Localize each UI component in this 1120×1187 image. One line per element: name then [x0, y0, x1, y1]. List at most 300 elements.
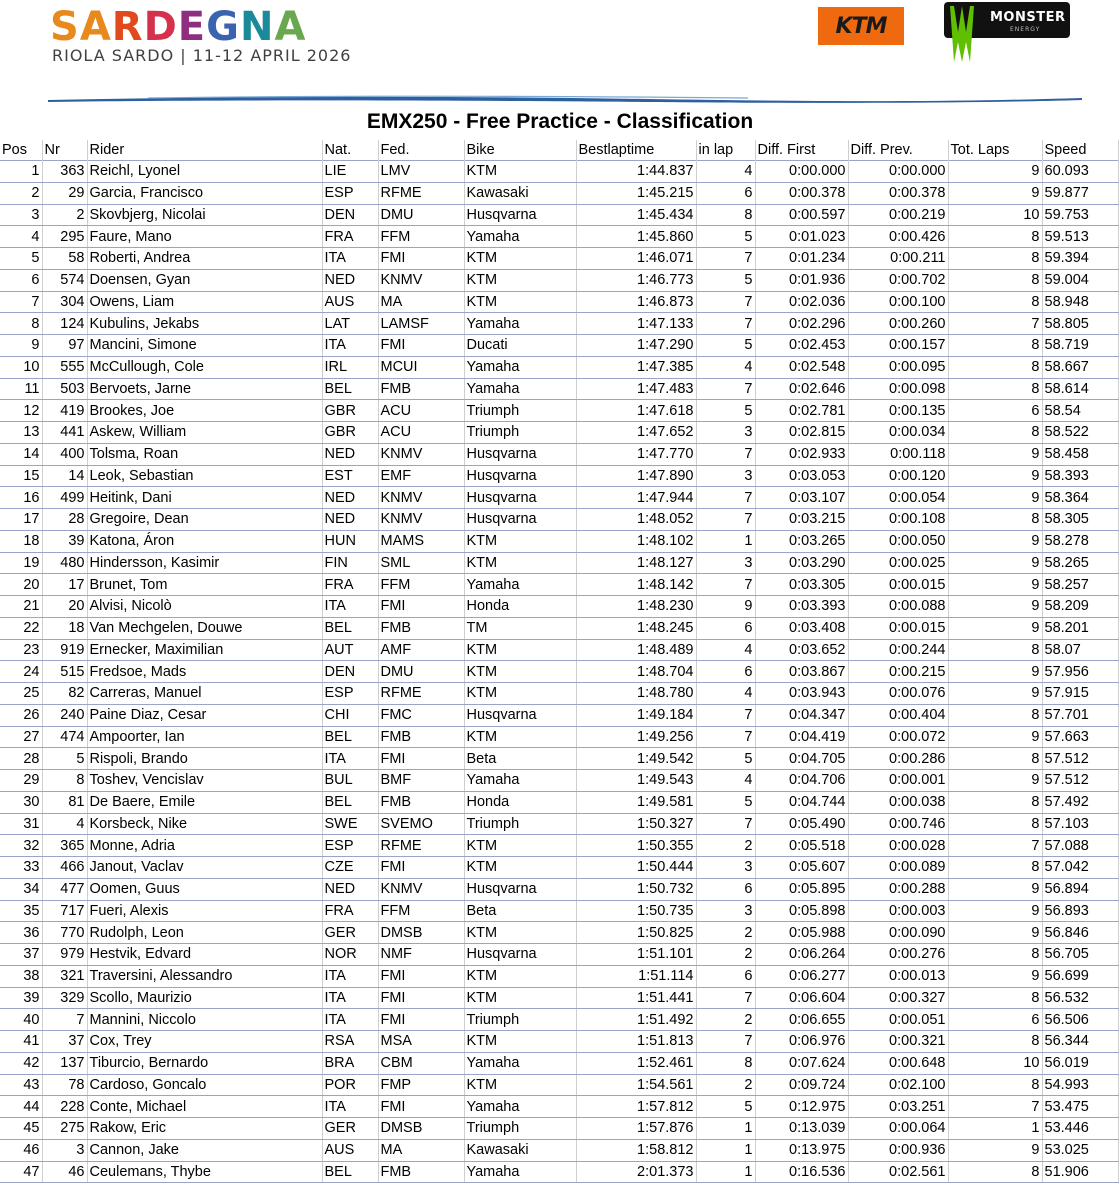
cell-nr: 4	[42, 813, 87, 835]
event-title-letter: S	[50, 4, 80, 50]
cell-nr: 81	[42, 791, 87, 813]
cell-bestlaptime: 1:50.735	[576, 900, 696, 922]
cell-diff-first: 0:02.646	[755, 378, 848, 400]
cell-fed: MAMS	[378, 530, 464, 552]
cell-nr: 574	[42, 269, 87, 291]
cell-bestlaptime: 1:51.441	[576, 987, 696, 1009]
cell-fed: DMU	[378, 661, 464, 683]
cell-diff-first: 0:05.898	[755, 900, 848, 922]
event-title-letter: A	[274, 4, 307, 50]
table-row	[0, 617, 1118, 639]
cell-diff-first: 0:07.624	[755, 1052, 848, 1074]
cell-bestlaptime: 1:47.385	[576, 356, 696, 378]
ktm-logo	[818, 7, 904, 45]
cell-fed: FMI	[378, 987, 464, 1009]
cell-rider: Paine Diaz, Cesar	[87, 704, 322, 726]
cell-nr: 365	[42, 835, 87, 857]
cell-rider: Gregoire, Dean	[87, 509, 322, 531]
cell-in-lap: 3	[696, 422, 755, 444]
cell-speed: 56.532	[1042, 987, 1118, 1009]
cell-diff-first: 0:02.453	[755, 335, 848, 357]
cell-fed: FMI	[378, 596, 464, 618]
cell-nat: NED	[322, 269, 378, 291]
column-header-speed: Speed	[1042, 140, 1118, 161]
cell-rider: Reichl, Lyonel	[87, 161, 322, 183]
cell-speed: 57.956	[1042, 661, 1118, 683]
cell-rider: Tiburcio, Bernardo	[87, 1052, 322, 1074]
cell-pos: 26	[0, 704, 42, 726]
cell-bike: Husqvarna	[464, 704, 576, 726]
cell-speed: 58.948	[1042, 291, 1118, 313]
cell-pos: 38	[0, 965, 42, 987]
classification-table	[0, 140, 1119, 1183]
cell-nr: 137	[42, 1052, 87, 1074]
cell-in-lap: 6	[696, 965, 755, 987]
cell-speed: 59.513	[1042, 226, 1118, 248]
table-row	[0, 356, 1118, 378]
table-row	[0, 661, 1118, 683]
cell-in-lap: 1	[696, 1139, 755, 1161]
table-row	[0, 1118, 1118, 1140]
column-header-diff-first: Diff. First	[755, 140, 848, 161]
cell-tot-laps: 8	[948, 748, 1042, 770]
cell-bike: Husqvarna	[464, 944, 576, 966]
cell-rider: Brunet, Tom	[87, 574, 322, 596]
cell-diff-first: 0:03.053	[755, 465, 848, 487]
cell-fed: DMU	[378, 204, 464, 226]
cell-pos: 16	[0, 487, 42, 509]
table-row	[0, 487, 1118, 509]
cell-diff-first: 0:06.655	[755, 1009, 848, 1031]
table-row	[0, 443, 1118, 465]
event-title-letter: N	[239, 4, 275, 50]
cell-pos: 22	[0, 617, 42, 639]
cell-nr: 8	[42, 770, 87, 792]
cell-bestlaptime: 1:51.114	[576, 965, 696, 987]
cell-nr: 29	[42, 182, 87, 204]
cell-rider: Skovbjerg, Nicolai	[87, 204, 322, 226]
decorative-wave	[48, 94, 1082, 106]
cell-pos: 36	[0, 922, 42, 944]
cell-diff-prev: 0:00.746	[848, 813, 948, 835]
cell-pos: 24	[0, 661, 42, 683]
table-row	[0, 1074, 1118, 1096]
cell-bestlaptime: 1:49.581	[576, 791, 696, 813]
cell-nr: 919	[42, 639, 87, 661]
cell-diff-prev: 0:00.260	[848, 313, 948, 335]
cell-nr: 2	[42, 204, 87, 226]
cell-speed: 56.019	[1042, 1052, 1118, 1074]
cell-nr: 17	[42, 574, 87, 596]
cell-nat: DEN	[322, 661, 378, 683]
table-row	[0, 291, 1118, 313]
table-row	[0, 987, 1118, 1009]
cell-bestlaptime: 1:48.127	[576, 552, 696, 574]
cell-speed: 57.042	[1042, 857, 1118, 879]
table-row	[0, 1139, 1118, 1161]
cell-pos: 45	[0, 1118, 42, 1140]
cell-pos: 43	[0, 1074, 42, 1096]
cell-pos: 5	[0, 248, 42, 270]
cell-bike: KTM	[464, 161, 576, 183]
cell-in-lap: 3	[696, 552, 755, 574]
cell-pos: 29	[0, 770, 42, 792]
cell-bestlaptime: 1:46.071	[576, 248, 696, 270]
event-subtitle: RIOLA SARDO | 11-12 APRIL 2026	[52, 46, 352, 65]
cell-fed: KNMV	[378, 878, 464, 900]
cell-nr: 770	[42, 922, 87, 944]
cell-rider: Hestvik, Edvard	[87, 944, 322, 966]
table-row	[0, 226, 1118, 248]
cell-speed: 58.54	[1042, 400, 1118, 422]
cell-in-lap: 3	[696, 857, 755, 879]
cell-in-lap: 7	[696, 704, 755, 726]
cell-diff-first: 0:02.933	[755, 443, 848, 465]
cell-bike: KTM	[464, 1074, 576, 1096]
cell-rider: Fueri, Alexis	[87, 900, 322, 922]
cell-speed: 54.993	[1042, 1074, 1118, 1096]
cell-pos: 20	[0, 574, 42, 596]
cell-diff-first: 0:06.604	[755, 987, 848, 1009]
cell-bestlaptime: 1:48.704	[576, 661, 696, 683]
cell-pos: 18	[0, 530, 42, 552]
cell-speed: 58.458	[1042, 443, 1118, 465]
cell-bestlaptime: 1:49.543	[576, 770, 696, 792]
cell-pos: 9	[0, 335, 42, 357]
cell-pos: 32	[0, 835, 42, 857]
cell-diff-prev: 0:00.108	[848, 509, 948, 531]
cell-nat: CHI	[322, 704, 378, 726]
cell-diff-first: 0:06.264	[755, 944, 848, 966]
ktm-logo-text: KTM	[835, 13, 887, 39]
cell-bike: Triumph	[464, 400, 576, 422]
cell-diff-first: 0:03.215	[755, 509, 848, 531]
cell-bike: KTM	[464, 248, 576, 270]
cell-speed: 60.093	[1042, 161, 1118, 183]
cell-bestlaptime: 1:45.434	[576, 204, 696, 226]
cell-speed: 58.805	[1042, 313, 1118, 335]
table-row	[0, 683, 1118, 705]
column-header-diff-prev: Diff. Prev.	[848, 140, 948, 161]
cell-in-lap: 7	[696, 813, 755, 835]
cell-speed: 56.894	[1042, 878, 1118, 900]
cell-in-lap: 2	[696, 1074, 755, 1096]
cell-speed: 58.305	[1042, 509, 1118, 531]
cell-pos: 46	[0, 1139, 42, 1161]
cell-pos: 28	[0, 748, 42, 770]
cell-bestlaptime: 1:48.052	[576, 509, 696, 531]
cell-bestlaptime: 1:45.860	[576, 226, 696, 248]
cell-diff-first: 0:04.347	[755, 704, 848, 726]
cell-diff-prev: 0:00.054	[848, 487, 948, 509]
cell-nat: BEL	[322, 617, 378, 639]
cell-bestlaptime: 1:48.142	[576, 574, 696, 596]
cell-fed: KNMV	[378, 487, 464, 509]
cell-bike: KTM	[464, 683, 576, 705]
cell-rider: Mannini, Niccolo	[87, 1009, 322, 1031]
table-row	[0, 835, 1118, 857]
cell-bestlaptime: 1:54.561	[576, 1074, 696, 1096]
cell-speed: 57.915	[1042, 683, 1118, 705]
cell-tot-laps: 9	[948, 900, 1042, 922]
cell-diff-prev: 0:00.118	[848, 443, 948, 465]
cell-diff-prev: 0:00.088	[848, 596, 948, 618]
cell-diff-prev: 0:00.034	[848, 422, 948, 444]
cell-rider: Korsbeck, Nike	[87, 813, 322, 835]
cell-nat: NED	[322, 443, 378, 465]
cell-bestlaptime: 1:47.133	[576, 313, 696, 335]
cell-speed: 59.394	[1042, 248, 1118, 270]
cell-fed: DMSB	[378, 922, 464, 944]
table-row	[0, 509, 1118, 531]
cell-bike: Yamaha	[464, 1096, 576, 1118]
cell-rider: Owens, Liam	[87, 291, 322, 313]
table-row	[0, 378, 1118, 400]
cell-nat: ESP	[322, 182, 378, 204]
cell-speed: 59.753	[1042, 204, 1118, 226]
table-row	[0, 335, 1118, 357]
cell-bike: Husqvarna	[464, 878, 576, 900]
cell-diff-prev: 0:00.211	[848, 248, 948, 270]
cell-pos: 6	[0, 269, 42, 291]
cell-speed: 58.614	[1042, 378, 1118, 400]
cell-speed: 58.07	[1042, 639, 1118, 661]
cell-nr: 7	[42, 1009, 87, 1031]
cell-in-lap: 5	[696, 226, 755, 248]
cell-fed: FMI	[378, 857, 464, 879]
cell-tot-laps: 9	[948, 182, 1042, 204]
cell-fed: CBM	[378, 1052, 464, 1074]
event-logo-title	[50, 4, 306, 50]
cell-in-lap: 4	[696, 770, 755, 792]
cell-speed: 57.103	[1042, 813, 1118, 835]
cell-bestlaptime: 1:47.890	[576, 465, 696, 487]
table-row	[0, 791, 1118, 813]
table-row	[0, 922, 1118, 944]
cell-diff-first: 0:05.988	[755, 922, 848, 944]
cell-tot-laps: 9	[948, 1139, 1042, 1161]
cell-diff-prev: 0:00.089	[848, 857, 948, 879]
cell-in-lap: 7	[696, 443, 755, 465]
cell-in-lap: 4	[696, 683, 755, 705]
cell-diff-prev: 0:00.702	[848, 269, 948, 291]
cell-nat: BEL	[322, 791, 378, 813]
cell-rider: Ampoorter, Ian	[87, 726, 322, 748]
cell-fed: AMF	[378, 639, 464, 661]
cell-nr: 20	[42, 596, 87, 618]
cell-rider: Garcia, Francisco	[87, 182, 322, 204]
cell-bestlaptime: 1:48.230	[576, 596, 696, 618]
cell-diff-first: 0:06.976	[755, 1031, 848, 1053]
cell-diff-prev: 0:02.561	[848, 1161, 948, 1183]
cell-nr: 499	[42, 487, 87, 509]
cell-diff-prev: 0:00.321	[848, 1031, 948, 1053]
cell-in-lap: 7	[696, 1031, 755, 1053]
cell-diff-prev: 0:00.426	[848, 226, 948, 248]
cell-in-lap: 5	[696, 335, 755, 357]
cell-diff-first: 0:06.277	[755, 965, 848, 987]
cell-speed: 57.701	[1042, 704, 1118, 726]
table-row	[0, 726, 1118, 748]
cell-bike: Ducati	[464, 335, 576, 357]
cell-nat: LAT	[322, 313, 378, 335]
cell-bike: Yamaha	[464, 226, 576, 248]
table-row	[0, 596, 1118, 618]
cell-bike: KTM	[464, 291, 576, 313]
cell-rider: Cardoso, Goncalo	[87, 1074, 322, 1096]
cell-fed: DMSB	[378, 1118, 464, 1140]
cell-diff-first: 0:03.107	[755, 487, 848, 509]
table-row	[0, 313, 1118, 335]
cell-pos: 41	[0, 1031, 42, 1053]
cell-diff-first: 0:03.393	[755, 596, 848, 618]
column-header-nr: Nr	[42, 140, 87, 161]
cell-in-lap: 1	[696, 530, 755, 552]
cell-in-lap: 6	[696, 617, 755, 639]
cell-fed: RFME	[378, 683, 464, 705]
cell-diff-first: 0:03.943	[755, 683, 848, 705]
cell-tot-laps: 9	[948, 465, 1042, 487]
cell-speed: 57.088	[1042, 835, 1118, 857]
event-title-letter: R	[111, 4, 144, 50]
cell-rider: Heitink, Dani	[87, 487, 322, 509]
cell-bike: Triumph	[464, 1118, 576, 1140]
column-header-tot-laps: Tot. Laps	[948, 140, 1042, 161]
cell-fed: MA	[378, 1139, 464, 1161]
table-row	[0, 465, 1118, 487]
cell-fed: FMB	[378, 617, 464, 639]
cell-tot-laps: 9	[948, 443, 1042, 465]
cell-nat: ITA	[322, 748, 378, 770]
cell-speed: 58.719	[1042, 335, 1118, 357]
cell-tot-laps: 9	[948, 683, 1042, 705]
table-row	[0, 1161, 1118, 1183]
cell-nr: 555	[42, 356, 87, 378]
cell-diff-first: 0:02.036	[755, 291, 848, 313]
cell-pos: 3	[0, 204, 42, 226]
cell-tot-laps: 8	[948, 1031, 1042, 1053]
cell-nat: NED	[322, 487, 378, 509]
event-title-letter: D	[143, 4, 178, 50]
cell-nr: 228	[42, 1096, 87, 1118]
cell-in-lap: 4	[696, 639, 755, 661]
cell-in-lap: 6	[696, 661, 755, 683]
cell-in-lap: 7	[696, 248, 755, 270]
document-header	[0, 0, 1120, 108]
cell-speed: 58.265	[1042, 552, 1118, 574]
cell-nat: GBR	[322, 400, 378, 422]
cell-bike: Husqvarna	[464, 204, 576, 226]
cell-rider: Rudolph, Leon	[87, 922, 322, 944]
cell-nat: NED	[322, 509, 378, 531]
cell-bike: KTM	[464, 552, 576, 574]
cell-in-lap: 5	[696, 269, 755, 291]
cell-diff-first: 0:13.975	[755, 1139, 848, 1161]
cell-rider: Ernecker, Maximilian	[87, 639, 322, 661]
cell-speed: 58.522	[1042, 422, 1118, 444]
cell-nr: 82	[42, 683, 87, 705]
table-row	[0, 1096, 1118, 1118]
cell-diff-first: 0:01.023	[755, 226, 848, 248]
cell-rider: Rakow, Eric	[87, 1118, 322, 1140]
cell-fed: FFM	[378, 900, 464, 922]
cell-bike: Triumph	[464, 1009, 576, 1031]
cell-tot-laps: 7	[948, 835, 1042, 857]
cell-fed: KNMV	[378, 443, 464, 465]
table-row	[0, 422, 1118, 444]
page-title: EMX250 - Free Practice - Classification	[366, 110, 754, 133]
cell-diff-first: 0:05.607	[755, 857, 848, 879]
cell-speed: 53.446	[1042, 1118, 1118, 1140]
cell-tot-laps: 8	[948, 791, 1042, 813]
table-row	[0, 770, 1118, 792]
cell-pos: 17	[0, 509, 42, 531]
cell-bestlaptime: 1:50.732	[576, 878, 696, 900]
cell-pos: 33	[0, 857, 42, 879]
cell-nr: 515	[42, 661, 87, 683]
cell-bike: KTM	[464, 269, 576, 291]
table-row	[0, 965, 1118, 987]
cell-speed: 56.506	[1042, 1009, 1118, 1031]
cell-bestlaptime: 1:51.492	[576, 1009, 696, 1031]
cell-diff-first: 0:01.234	[755, 248, 848, 270]
cell-nat: RSA	[322, 1031, 378, 1053]
cell-nat: BEL	[322, 726, 378, 748]
cell-tot-laps: 9	[948, 596, 1042, 618]
cell-nat: ITA	[322, 596, 378, 618]
cell-pos: 11	[0, 378, 42, 400]
cell-in-lap: 5	[696, 748, 755, 770]
cell-fed: FFM	[378, 226, 464, 248]
cell-bestlaptime: 1:48.102	[576, 530, 696, 552]
cell-in-lap: 4	[696, 161, 755, 183]
cell-diff-first: 0:12.975	[755, 1096, 848, 1118]
cell-bestlaptime: 1:50.825	[576, 922, 696, 944]
cell-in-lap: 2	[696, 944, 755, 966]
cell-nr: 46	[42, 1161, 87, 1183]
cell-pos: 47	[0, 1161, 42, 1183]
cell-diff-prev: 0:00.003	[848, 900, 948, 922]
cell-bike: KTM	[464, 639, 576, 661]
cell-nat: FRA	[322, 226, 378, 248]
cell-bike: Yamaha	[464, 1161, 576, 1183]
cell-bike: Kawasaki	[464, 1139, 576, 1161]
cell-in-lap: 2	[696, 922, 755, 944]
cell-bestlaptime: 1:58.812	[576, 1139, 696, 1161]
cell-pos: 7	[0, 291, 42, 313]
cell-nr: 39	[42, 530, 87, 552]
cell-fed: FMB	[378, 1161, 464, 1183]
column-header-pos: Pos	[0, 140, 42, 161]
cell-diff-prev: 0:00.120	[848, 465, 948, 487]
cell-rider: Hindersson, Kasimir	[87, 552, 322, 574]
cell-diff-prev: 0:00.327	[848, 987, 948, 1009]
cell-fed: EMF	[378, 465, 464, 487]
cell-diff-prev: 0:00.288	[848, 878, 948, 900]
cell-bestlaptime: 1:50.327	[576, 813, 696, 835]
cell-pos: 25	[0, 683, 42, 705]
cell-diff-prev: 0:00.038	[848, 791, 948, 813]
cell-bestlaptime: 1:49.542	[576, 748, 696, 770]
cell-in-lap: 6	[696, 878, 755, 900]
cell-pos: 21	[0, 596, 42, 618]
cell-fed: NMF	[378, 944, 464, 966]
cell-in-lap: 3	[696, 900, 755, 922]
cell-diff-first: 0:04.419	[755, 726, 848, 748]
cell-pos: 44	[0, 1096, 42, 1118]
cell-bestlaptime: 1:47.944	[576, 487, 696, 509]
cell-bestlaptime: 1:49.184	[576, 704, 696, 726]
